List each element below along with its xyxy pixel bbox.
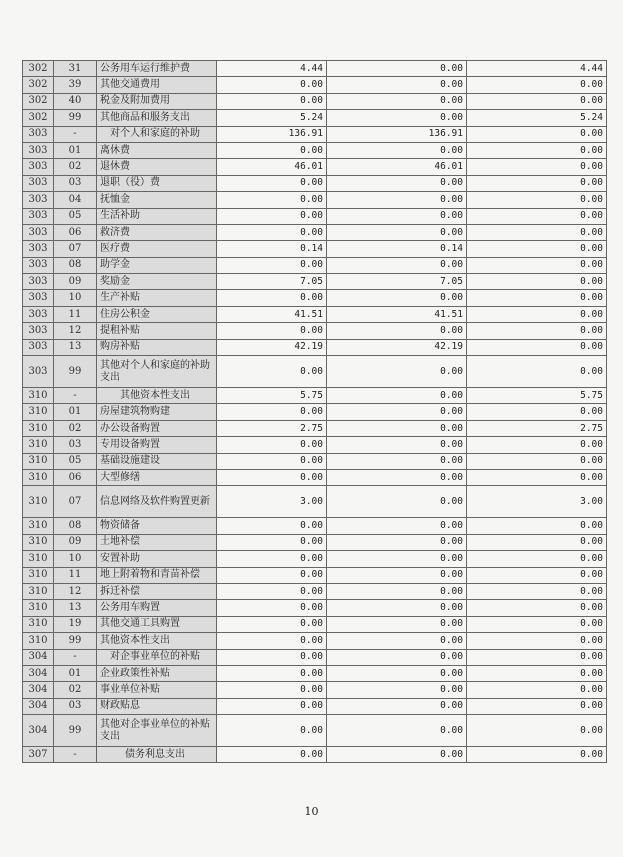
project-value-cell: 5.75 — [467, 388, 607, 404]
basic-value-cell: 42.19 — [327, 339, 467, 355]
category-code-cell: 304 — [23, 682, 54, 698]
basic-value-cell: 0.00 — [327, 323, 467, 339]
item-code-cell: 05 — [54, 208, 97, 224]
table-row — [23, 518, 607, 534]
item-code-cell: 06 — [54, 224, 97, 240]
category-code-cell: 302 — [23, 110, 54, 126]
item-name-cell: 物资储备 — [97, 518, 217, 534]
budget-table-sheet — [22, 60, 603, 763]
basic-value-cell: 0.00 — [327, 388, 467, 404]
total-value-cell: 0.00 — [217, 682, 327, 698]
total-value-cell: 0.00 — [217, 192, 327, 208]
category-code-cell: 310 — [23, 437, 54, 453]
basic-value-cell: 0.00 — [327, 453, 467, 469]
category-code-cell: 303 — [23, 159, 54, 175]
item-name-cell: 公务用车购置 — [97, 600, 217, 616]
item-name-cell: 住房公积金 — [97, 306, 217, 322]
item-code-cell: 99 — [54, 356, 97, 388]
basic-value-cell: 0.00 — [327, 682, 467, 698]
project-value-cell: 4.44 — [467, 61, 607, 77]
category-code-cell: 303 — [23, 356, 54, 388]
item-name-cell: 专用设备购置 — [97, 437, 217, 453]
basic-value-cell: 0.00 — [327, 404, 467, 420]
table-row — [23, 241, 607, 257]
basic-value-cell: 0.00 — [327, 486, 467, 518]
project-value-cell: 0.00 — [467, 274, 607, 290]
table-row — [23, 600, 607, 616]
total-value-cell: 0.00 — [217, 93, 327, 109]
item-name-cell: 离休费 — [97, 142, 217, 158]
category-code-cell: 304 — [23, 715, 54, 747]
table-row — [23, 110, 607, 126]
item-code-cell: 03 — [54, 175, 97, 191]
item-name-cell: 信息网络及软件购置更新 — [97, 486, 217, 518]
table-row — [23, 616, 607, 632]
category-code-cell: 310 — [23, 404, 54, 420]
category-code-cell: 302 — [23, 61, 54, 77]
basic-value-cell: 0.00 — [327, 356, 467, 388]
project-value-cell: 0.00 — [467, 747, 607, 763]
project-value-cell: 0.00 — [467, 437, 607, 453]
item-code-cell: 99 — [54, 633, 97, 649]
total-value-cell: 0.00 — [217, 583, 327, 599]
item-code-cell: 31 — [54, 61, 97, 77]
total-value-cell: 5.75 — [217, 388, 327, 404]
category-code-cell: 310 — [23, 453, 54, 469]
project-value-cell: 0.00 — [467, 224, 607, 240]
project-value-cell: 0.00 — [467, 551, 607, 567]
item-code-cell: 02 — [54, 420, 97, 436]
basic-value-cell: 0.00 — [327, 633, 467, 649]
total-value-cell: 0.00 — [217, 518, 327, 534]
basic-value-cell: 0.00 — [327, 616, 467, 632]
project-value-cell: 0.00 — [467, 175, 607, 191]
basic-value-cell: 0.00 — [327, 665, 467, 681]
item-name-cell: 其他交通费用 — [97, 77, 217, 93]
project-value-cell: 0.00 — [467, 583, 607, 599]
category-code-cell: 310 — [23, 420, 54, 436]
table-row — [23, 437, 607, 453]
table-row — [23, 192, 607, 208]
basic-value-cell: 0.00 — [327, 534, 467, 550]
item-name-cell: 大型修缮 — [97, 469, 217, 485]
basic-value-cell: 46.01 — [327, 159, 467, 175]
item-name-cell: 救济费 — [97, 224, 217, 240]
table-row — [23, 715, 607, 747]
category-code-cell: 303 — [23, 175, 54, 191]
basic-value-cell: 0.00 — [327, 290, 467, 306]
category-code-cell: 310 — [23, 551, 54, 567]
project-value-cell: 5.24 — [467, 110, 607, 126]
basic-value-cell: 0.00 — [327, 747, 467, 763]
item-code-cell: 11 — [54, 567, 97, 583]
category-code-cell: 310 — [23, 616, 54, 632]
total-value-cell: 0.00 — [217, 534, 327, 550]
table-row — [23, 126, 607, 142]
item-name-cell: 公务用车运行维护费 — [97, 61, 217, 77]
item-code-cell: 02 — [54, 682, 97, 698]
item-code-cell: - — [54, 747, 97, 763]
category-code-cell: 303 — [23, 142, 54, 158]
table-row — [23, 469, 607, 485]
table-row — [23, 665, 607, 681]
basic-value-cell: 0.00 — [327, 77, 467, 93]
category-code-cell: 303 — [23, 306, 54, 322]
table-row — [23, 142, 607, 158]
project-value-cell: 0.00 — [467, 257, 607, 273]
category-code-cell: 303 — [23, 126, 54, 142]
category-code-cell: 304 — [23, 698, 54, 714]
project-value-cell: 0.00 — [467, 616, 607, 632]
item-code-cell: 01 — [54, 665, 97, 681]
category-code-cell: 310 — [23, 486, 54, 518]
table-row — [23, 356, 607, 388]
category-code-cell: 302 — [23, 93, 54, 109]
category-code-cell: 303 — [23, 224, 54, 240]
table-row — [23, 77, 607, 93]
project-value-cell: 0.00 — [467, 682, 607, 698]
project-value-cell: 0.00 — [467, 567, 607, 583]
category-code-cell: 310 — [23, 518, 54, 534]
basic-value-cell: 0.00 — [327, 93, 467, 109]
table-row — [23, 649, 607, 665]
item-name-cell: 财政贴息 — [97, 698, 217, 714]
table-row — [23, 224, 607, 240]
project-value-cell: 0.00 — [467, 159, 607, 175]
total-value-cell: 7.05 — [217, 274, 327, 290]
item-code-cell: 13 — [54, 600, 97, 616]
item-name-cell: 其他交通工具购置 — [97, 616, 217, 632]
item-code-cell: 40 — [54, 93, 97, 109]
total-value-cell: 0.00 — [217, 142, 327, 158]
basic-value-cell: 0.00 — [327, 567, 467, 583]
project-value-cell: 0.00 — [467, 290, 607, 306]
total-value-cell: 2.75 — [217, 420, 327, 436]
category-code-cell: 303 — [23, 192, 54, 208]
item-code-cell: 10 — [54, 551, 97, 567]
total-value-cell: 0.00 — [217, 715, 327, 747]
category-code-cell: 302 — [23, 77, 54, 93]
item-name-cell: 抚恤金 — [97, 192, 217, 208]
item-code-cell: 03 — [54, 698, 97, 714]
project-value-cell: 3.00 — [467, 486, 607, 518]
category-code-cell: 310 — [23, 583, 54, 599]
item-code-cell: 03 — [54, 437, 97, 453]
category-code-cell: 303 — [23, 257, 54, 273]
basic-value-cell: 7.05 — [327, 274, 467, 290]
item-name-cell: 助学金 — [97, 257, 217, 273]
total-value-cell: 0.00 — [217, 469, 327, 485]
item-name-cell: 土地补偿 — [97, 534, 217, 550]
total-value-cell: 0.00 — [217, 616, 327, 632]
total-value-cell: 0.00 — [217, 77, 327, 93]
item-name-cell: 对个人和家庭的补助 — [97, 126, 217, 142]
project-value-cell: 0.00 — [467, 404, 607, 420]
item-code-cell: 99 — [54, 715, 97, 747]
category-code-cell: 303 — [23, 208, 54, 224]
project-value-cell: 0.00 — [467, 665, 607, 681]
table-row — [23, 339, 607, 355]
basic-value-cell: 0.00 — [327, 175, 467, 191]
basic-value-cell: 0.00 — [327, 518, 467, 534]
item-name-cell: 生活补助 — [97, 208, 217, 224]
table-row — [23, 274, 607, 290]
table-row — [23, 453, 607, 469]
item-name-cell: 购房补贴 — [97, 339, 217, 355]
basic-value-cell: 0.00 — [327, 551, 467, 567]
total-value-cell: 5.24 — [217, 110, 327, 126]
project-value-cell: 0.00 — [467, 306, 607, 322]
table-row — [23, 208, 607, 224]
item-name-cell: 安置补助 — [97, 551, 217, 567]
item-code-cell: 08 — [54, 257, 97, 273]
category-code-cell: 303 — [23, 241, 54, 257]
item-code-cell: 01 — [54, 404, 97, 420]
table-row — [23, 257, 607, 273]
basic-value-cell: 136.91 — [327, 126, 467, 142]
table-row — [23, 420, 607, 436]
project-value-cell: 0.00 — [467, 600, 607, 616]
table-row — [23, 175, 607, 191]
total-value-cell: 41.51 — [217, 306, 327, 322]
table-row — [23, 388, 607, 404]
total-value-cell: 0.00 — [217, 224, 327, 240]
table-body — [23, 61, 607, 763]
item-code-cell: - — [54, 388, 97, 404]
total-value-cell: 0.00 — [217, 356, 327, 388]
basic-value-cell: 0.00 — [327, 61, 467, 77]
item-code-cell: 06 — [54, 469, 97, 485]
basic-value-cell: 0.00 — [327, 142, 467, 158]
total-value-cell: 0.00 — [217, 600, 327, 616]
category-code-cell: 310 — [23, 469, 54, 485]
item-name-cell: 办公设备购置 — [97, 420, 217, 436]
item-code-cell: 12 — [54, 323, 97, 339]
category-code-cell: 303 — [23, 290, 54, 306]
basic-value-cell: 0.00 — [327, 649, 467, 665]
basic-value-cell: 0.00 — [327, 437, 467, 453]
table-row — [23, 93, 607, 109]
category-code-cell: 310 — [23, 388, 54, 404]
total-value-cell: 0.00 — [217, 290, 327, 306]
total-value-cell: 0.00 — [217, 567, 327, 583]
item-name-cell: 奖励金 — [97, 274, 217, 290]
basic-value-cell: 0.00 — [327, 208, 467, 224]
category-code-cell: 304 — [23, 649, 54, 665]
item-code-cell: 01 — [54, 142, 97, 158]
item-name-cell: 债务利息支出 — [97, 747, 217, 763]
item-code-cell: 07 — [54, 486, 97, 518]
basic-value-cell: 0.00 — [327, 583, 467, 599]
basic-value-cell: 41.51 — [327, 306, 467, 322]
item-code-cell: 08 — [54, 518, 97, 534]
item-code-cell: 04 — [54, 192, 97, 208]
total-value-cell: 136.91 — [217, 126, 327, 142]
total-value-cell: 0.00 — [217, 633, 327, 649]
total-value-cell: 4.44 — [217, 61, 327, 77]
total-value-cell: 0.00 — [217, 257, 327, 273]
table-row — [23, 583, 607, 599]
item-name-cell: 医疗费 — [97, 241, 217, 257]
total-value-cell: 46.01 — [217, 159, 327, 175]
item-name-cell: 地上附着物和青苗补偿 — [97, 567, 217, 583]
basic-value-cell: 0.00 — [327, 192, 467, 208]
table-row — [23, 306, 607, 322]
total-value-cell: 0.14 — [217, 241, 327, 257]
basic-value-cell: 0.00 — [327, 698, 467, 714]
item-name-cell: 提租补贴 — [97, 323, 217, 339]
item-name-cell: 拆迁补偿 — [97, 583, 217, 599]
item-name-cell: 基础设施建设 — [97, 453, 217, 469]
total-value-cell: 0.00 — [217, 665, 327, 681]
item-name-cell: 对企事业单位的补贴 — [97, 649, 217, 665]
basic-value-cell: 0.00 — [327, 224, 467, 240]
item-code-cell: 99 — [54, 110, 97, 126]
basic-value-cell: 0.00 — [327, 715, 467, 747]
item-name-cell: 其他商品和服务支出 — [97, 110, 217, 126]
item-code-cell: 11 — [54, 306, 97, 322]
project-value-cell: 0.00 — [467, 698, 607, 714]
table-row — [23, 747, 607, 763]
project-value-cell: 0.00 — [467, 142, 607, 158]
table-row — [23, 698, 607, 714]
total-value-cell: 0.00 — [217, 551, 327, 567]
project-value-cell: 0.00 — [467, 93, 607, 109]
table-row — [23, 633, 607, 649]
project-value-cell: 0.00 — [467, 453, 607, 469]
item-code-cell: 10 — [54, 290, 97, 306]
item-code-cell: 09 — [54, 534, 97, 550]
item-code-cell: 39 — [54, 77, 97, 93]
item-code-cell: 12 — [54, 583, 97, 599]
item-name-cell: 事业单位补贴 — [97, 682, 217, 698]
project-value-cell: 0.00 — [467, 126, 607, 142]
total-value-cell: 0.00 — [217, 453, 327, 469]
category-code-cell: 310 — [23, 633, 54, 649]
item-code-cell: - — [54, 649, 97, 665]
project-value-cell: 0.00 — [467, 469, 607, 485]
total-value-cell: 0.00 — [217, 208, 327, 224]
table-row — [23, 404, 607, 420]
page-number: 10 — [304, 805, 319, 818]
category-code-cell: 304 — [23, 665, 54, 681]
total-value-cell: 0.00 — [217, 175, 327, 191]
category-code-cell: 310 — [23, 600, 54, 616]
project-value-cell: 0.00 — [467, 715, 607, 747]
table-row — [23, 567, 607, 583]
item-code-cell: 09 — [54, 274, 97, 290]
total-value-cell: 42.19 — [217, 339, 327, 355]
project-value-cell: 0.00 — [467, 77, 607, 93]
project-value-cell: 0.00 — [467, 323, 607, 339]
basic-value-cell: 0.14 — [327, 241, 467, 257]
item-code-cell: 13 — [54, 339, 97, 355]
expenditure-table — [22, 60, 607, 763]
project-value-cell: 0.00 — [467, 208, 607, 224]
project-value-cell: 0.00 — [467, 534, 607, 550]
category-code-cell: 310 — [23, 567, 54, 583]
category-code-cell: 307 — [23, 747, 54, 763]
table-row — [23, 290, 607, 306]
basic-value-cell: 0.00 — [327, 469, 467, 485]
table-row — [23, 61, 607, 77]
project-value-cell: 0.00 — [467, 649, 607, 665]
basic-value-cell: 0.00 — [327, 420, 467, 436]
basic-value-cell: 0.00 — [327, 110, 467, 126]
item-name-cell: 退休费 — [97, 159, 217, 175]
category-code-cell: 303 — [23, 339, 54, 355]
item-name-cell: 税金及附加费用 — [97, 93, 217, 109]
total-value-cell: 0.00 — [217, 649, 327, 665]
project-value-cell: 0.00 — [467, 192, 607, 208]
project-value-cell: 0.00 — [467, 518, 607, 534]
total-value-cell: 0.00 — [217, 747, 327, 763]
item-code-cell: 02 — [54, 159, 97, 175]
item-name-cell: 企业政策性补贴 — [97, 665, 217, 681]
project-value-cell: 2.75 — [467, 420, 607, 436]
item-name-cell: 其他资本性支出 — [97, 633, 217, 649]
project-value-cell: 0.00 — [467, 356, 607, 388]
table-row — [23, 551, 607, 567]
item-name-cell: 生产补贴 — [97, 290, 217, 306]
item-name-cell: 其他资本性支出 — [97, 388, 217, 404]
total-value-cell: 0.00 — [217, 323, 327, 339]
category-code-cell: 310 — [23, 534, 54, 550]
category-code-cell: 303 — [23, 274, 54, 290]
table-row — [23, 323, 607, 339]
total-value-cell: 0.00 — [217, 698, 327, 714]
table-row — [23, 486, 607, 518]
project-value-cell: 0.00 — [467, 339, 607, 355]
item-code-cell: 07 — [54, 241, 97, 257]
item-name-cell: 房屋建筑物购建 — [97, 404, 217, 420]
basic-value-cell: 0.00 — [327, 600, 467, 616]
item-code-cell: 19 — [54, 616, 97, 632]
item-name-cell: 退职（役）费 — [97, 175, 217, 191]
table-row — [23, 534, 607, 550]
table-row — [23, 159, 607, 175]
total-value-cell: 3.00 — [217, 486, 327, 518]
item-name-cell: 其他对个人和家庭的补助支出 — [97, 356, 217, 388]
item-code-cell: - — [54, 126, 97, 142]
table-row — [23, 682, 607, 698]
item-code-cell: 05 — [54, 453, 97, 469]
category-code-cell: 303 — [23, 323, 54, 339]
total-value-cell: 0.00 — [217, 437, 327, 453]
project-value-cell: 0.00 — [467, 241, 607, 257]
item-name-cell: 其他对企事业单位的补贴支出 — [97, 715, 217, 747]
basic-value-cell: 0.00 — [327, 257, 467, 273]
total-value-cell: 0.00 — [217, 404, 327, 420]
project-value-cell: 0.00 — [467, 633, 607, 649]
